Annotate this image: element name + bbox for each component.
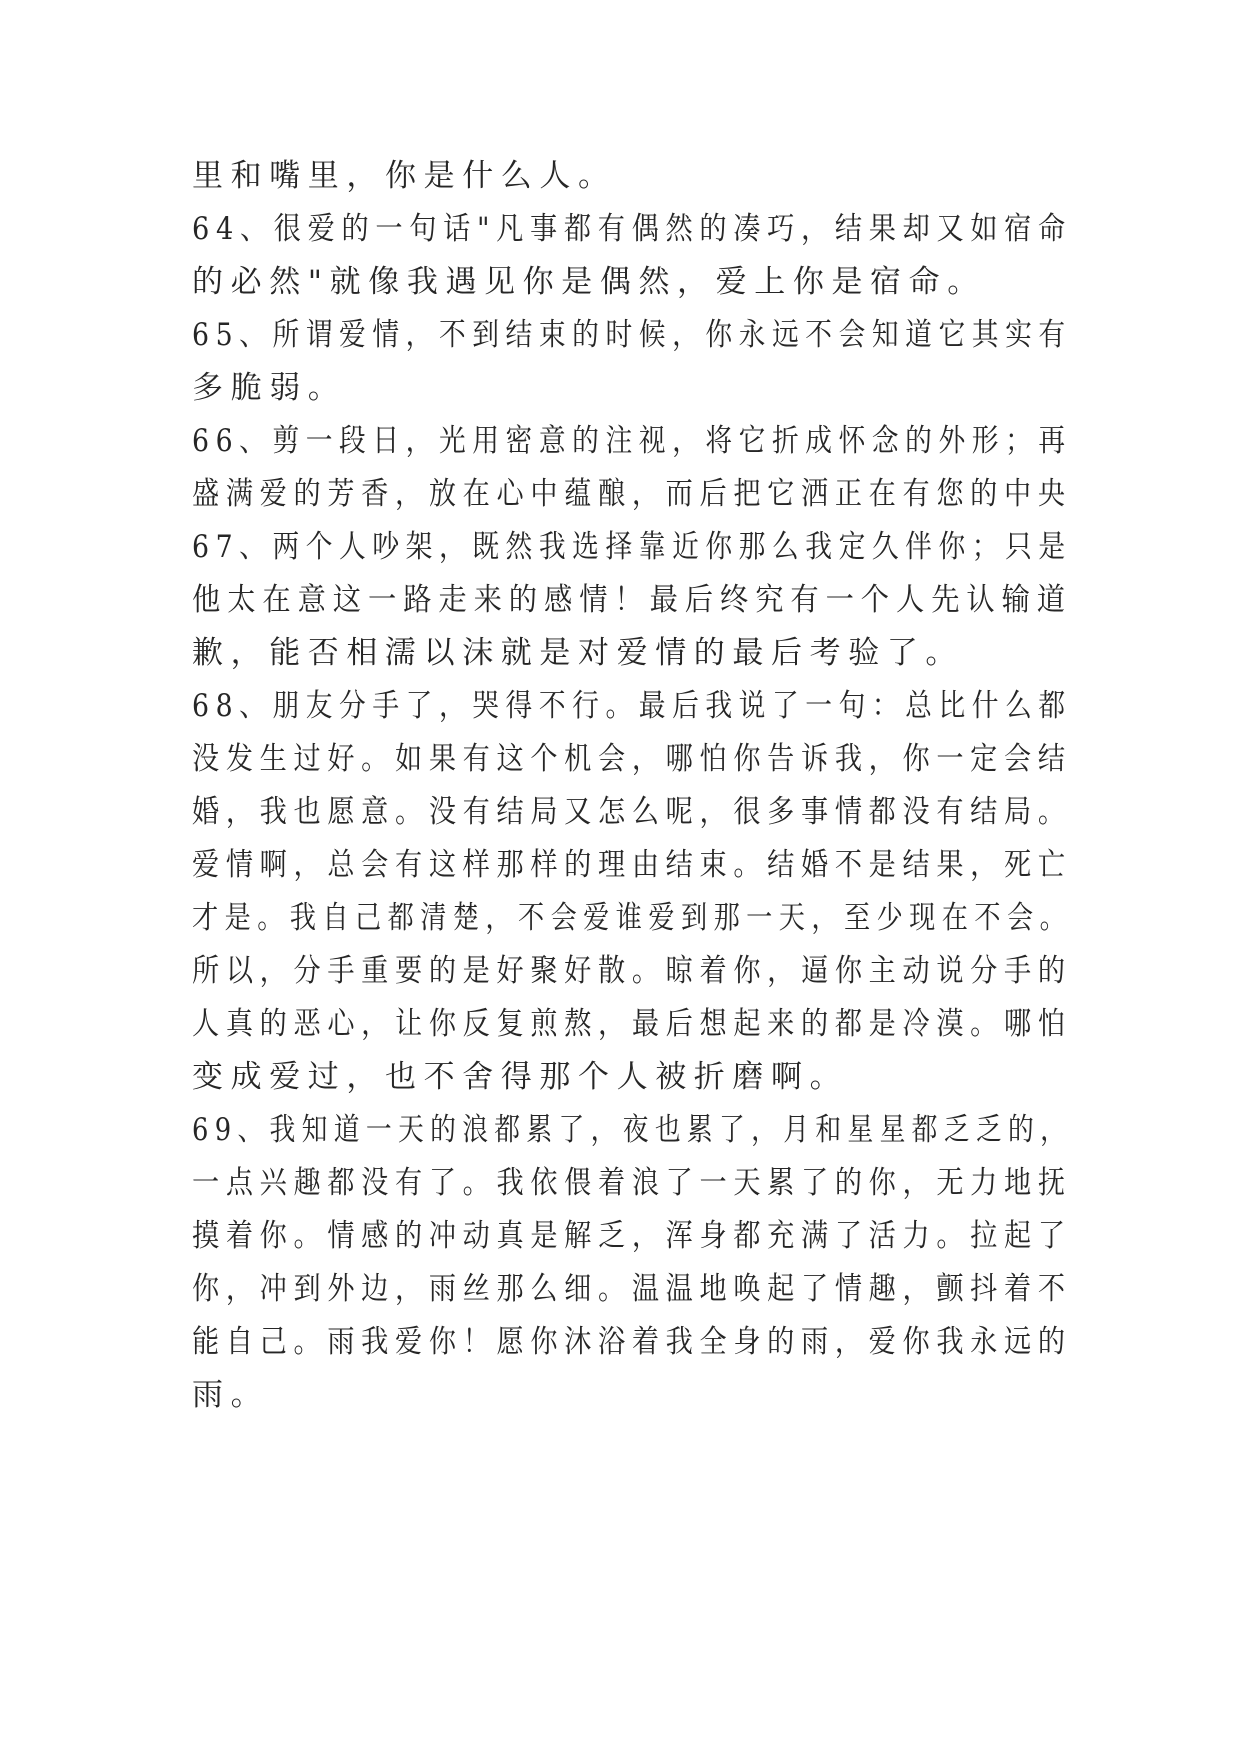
- text-line-21: 摸着你。情感的冲动真是解乏，浑身都充满了活力。拉起了: [192, 1218, 1072, 1254]
- text-line-17: 人真的恶心，让你反复煎熬，最后想起来的都是冷漠。哪怕: [192, 1006, 1072, 1042]
- text-line-16: 所以，分手重要的是好聚好散。晾着你，逼你主动说分手的: [192, 953, 1072, 989]
- text-line-9: 他太在意这一路走来的感情！最后终究有一个人先认输道: [192, 582, 1072, 618]
- text-line-22: 你，冲到外边，雨丝那么细。温温地唤起了情趣，颤抖着不: [192, 1271, 1072, 1307]
- text-line-3: 的必然"就像我遇见你是偶然，爱上你是宿命。: [192, 264, 986, 300]
- text-line-14: 爱情啊，总会有这样那样的理由结束。结婚不是结果，死亡: [192, 847, 1072, 883]
- text-line-15: 才是。我自己都清楚，不会爱谁爱到那一天，至少现在不会。: [192, 900, 1073, 936]
- text-line-18: 变成爱过，也不舍得那个人被折磨啊。: [192, 1059, 849, 1095]
- text-line-2: 64、很爱的一句话"凡事都有偶然的凑巧，结果却又如宿命: [192, 211, 1072, 247]
- text-line-24: 雨。: [192, 1377, 270, 1413]
- text-line-20: 一点兴趣都没有了。我依偎着浪了一天累了的你，无力地抚: [192, 1165, 1072, 1201]
- text-line-11: 68、朋友分手了，哭得不行。最后我说了一句：总比什么都: [192, 688, 1072, 724]
- text-line-8: 67、两个人吵架，既然我选择靠近你那么我定久伴你；只是: [192, 529, 1072, 565]
- text-line-10: 歉，能否相濡以沫就是对爱情的最后考验了。: [192, 635, 964, 671]
- text-line-4: 65、所谓爱情，不到结束的时候，你永远不会知道它其实有: [192, 317, 1072, 353]
- text-line-23: 能自己。雨我爱你！愿你沐浴着我全身的雨，爱你我永远的: [192, 1324, 1072, 1360]
- text-line-13: 婚，我也愿意。没有结局又怎么呢，很多事情都没有结局。: [192, 794, 1072, 830]
- text-line-6: 66、剪一段日，光用密意的注视，将它折成怀念的外形；再: [192, 423, 1072, 459]
- text-line-1: 里和嘴里，你是什么人。: [192, 158, 617, 194]
- text-line-7: 盛满爱的芳香，放在心中蕴酿，而后把它洒正在有您的中央: [192, 476, 1072, 512]
- text-line-5: 多脆弱。: [192, 370, 347, 406]
- text-line-19: 69、我知道一天的浪都累了，夜也累了，月和星星都乏乏的，: [192, 1112, 1073, 1148]
- text-line-12: 没发生过好。如果有这个机会，哪怕你告诉我，你一定会结: [192, 741, 1072, 777]
